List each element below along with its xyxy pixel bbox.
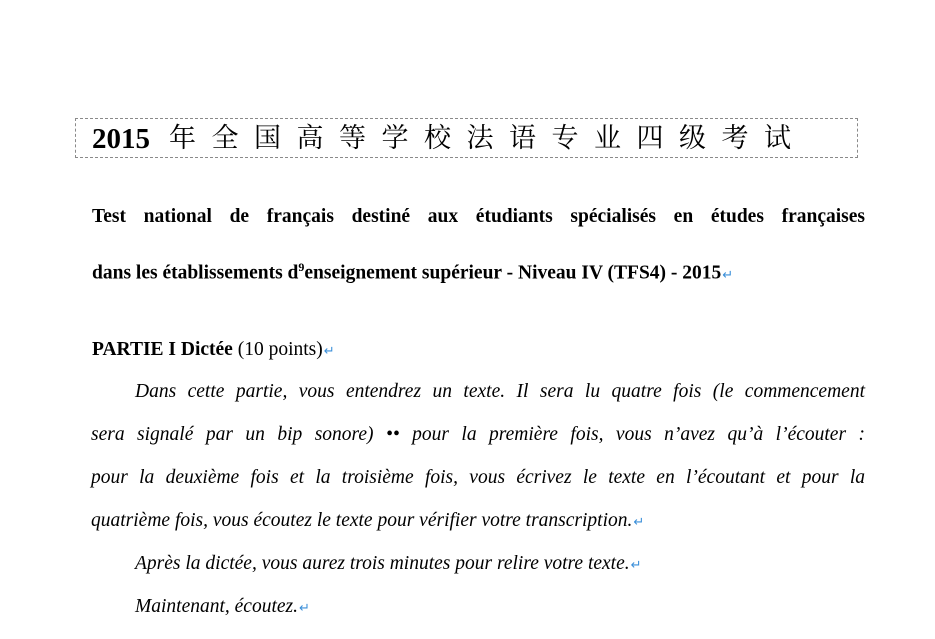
subtitle-line-2-start: dans les établissements d [92, 262, 299, 284]
subtitle-line-1: Test national de français destiné aux étudiants spécialisés en études françaises [92, 206, 865, 227]
subtitle-line-2 [92, 255, 865, 288]
paragraph-line-4-text: quatrième fois, vous écoutez le texte pour vérifier votre transcription. [91, 510, 633, 531]
paragraph-line-4 [91, 509, 865, 535]
return-arrow-icon: ↵ [323, 344, 335, 359]
section-points: (10 points) [232, 339, 323, 360]
section-name: PARTIE I Dictée [92, 339, 233, 360]
title-year: 2015 [92, 123, 150, 155]
paragraph-line-6 [135, 595, 909, 621]
return-arrow-icon: ↵ [630, 558, 642, 573]
title-box [75, 118, 858, 158]
paragraph-line-3: pour la deuxième fois et la troisième fois, vous écrivez le texte en l’écoutant et pour la [91, 467, 865, 488]
title-chinese: 年全国高等学校法语专业四级考试 [169, 123, 807, 154]
return-arrow-icon: ↵ [633, 515, 645, 530]
paragraph-line-1: Dans cette partie, vous entendrez un texte. Il sera lu quatre fois (le commencement [135, 381, 865, 402]
paragraph-line-5-text: Après la dictée, vous aurez trois minutes pour relire votre texte. [135, 553, 630, 574]
paragraph-line-2: sera signalé par un bip sonore) •• pour la première fois, vous n’avez qu’à l’écouter : [91, 424, 865, 445]
subtitle-superscript: 9 [298, 260, 305, 274]
paragraph-line-5 [135, 552, 909, 578]
return-arrow-icon: ↵ [299, 601, 310, 616]
return-arrow-icon: ↵ [722, 267, 734, 283]
paragraph-line-6-text: Maintenant, écoutez. [135, 596, 298, 617]
subtitle-line-2-end: enseignement supérieur - Niveau IV (TFS4) - 2015 [304, 262, 722, 284]
section-heading [92, 338, 335, 364]
